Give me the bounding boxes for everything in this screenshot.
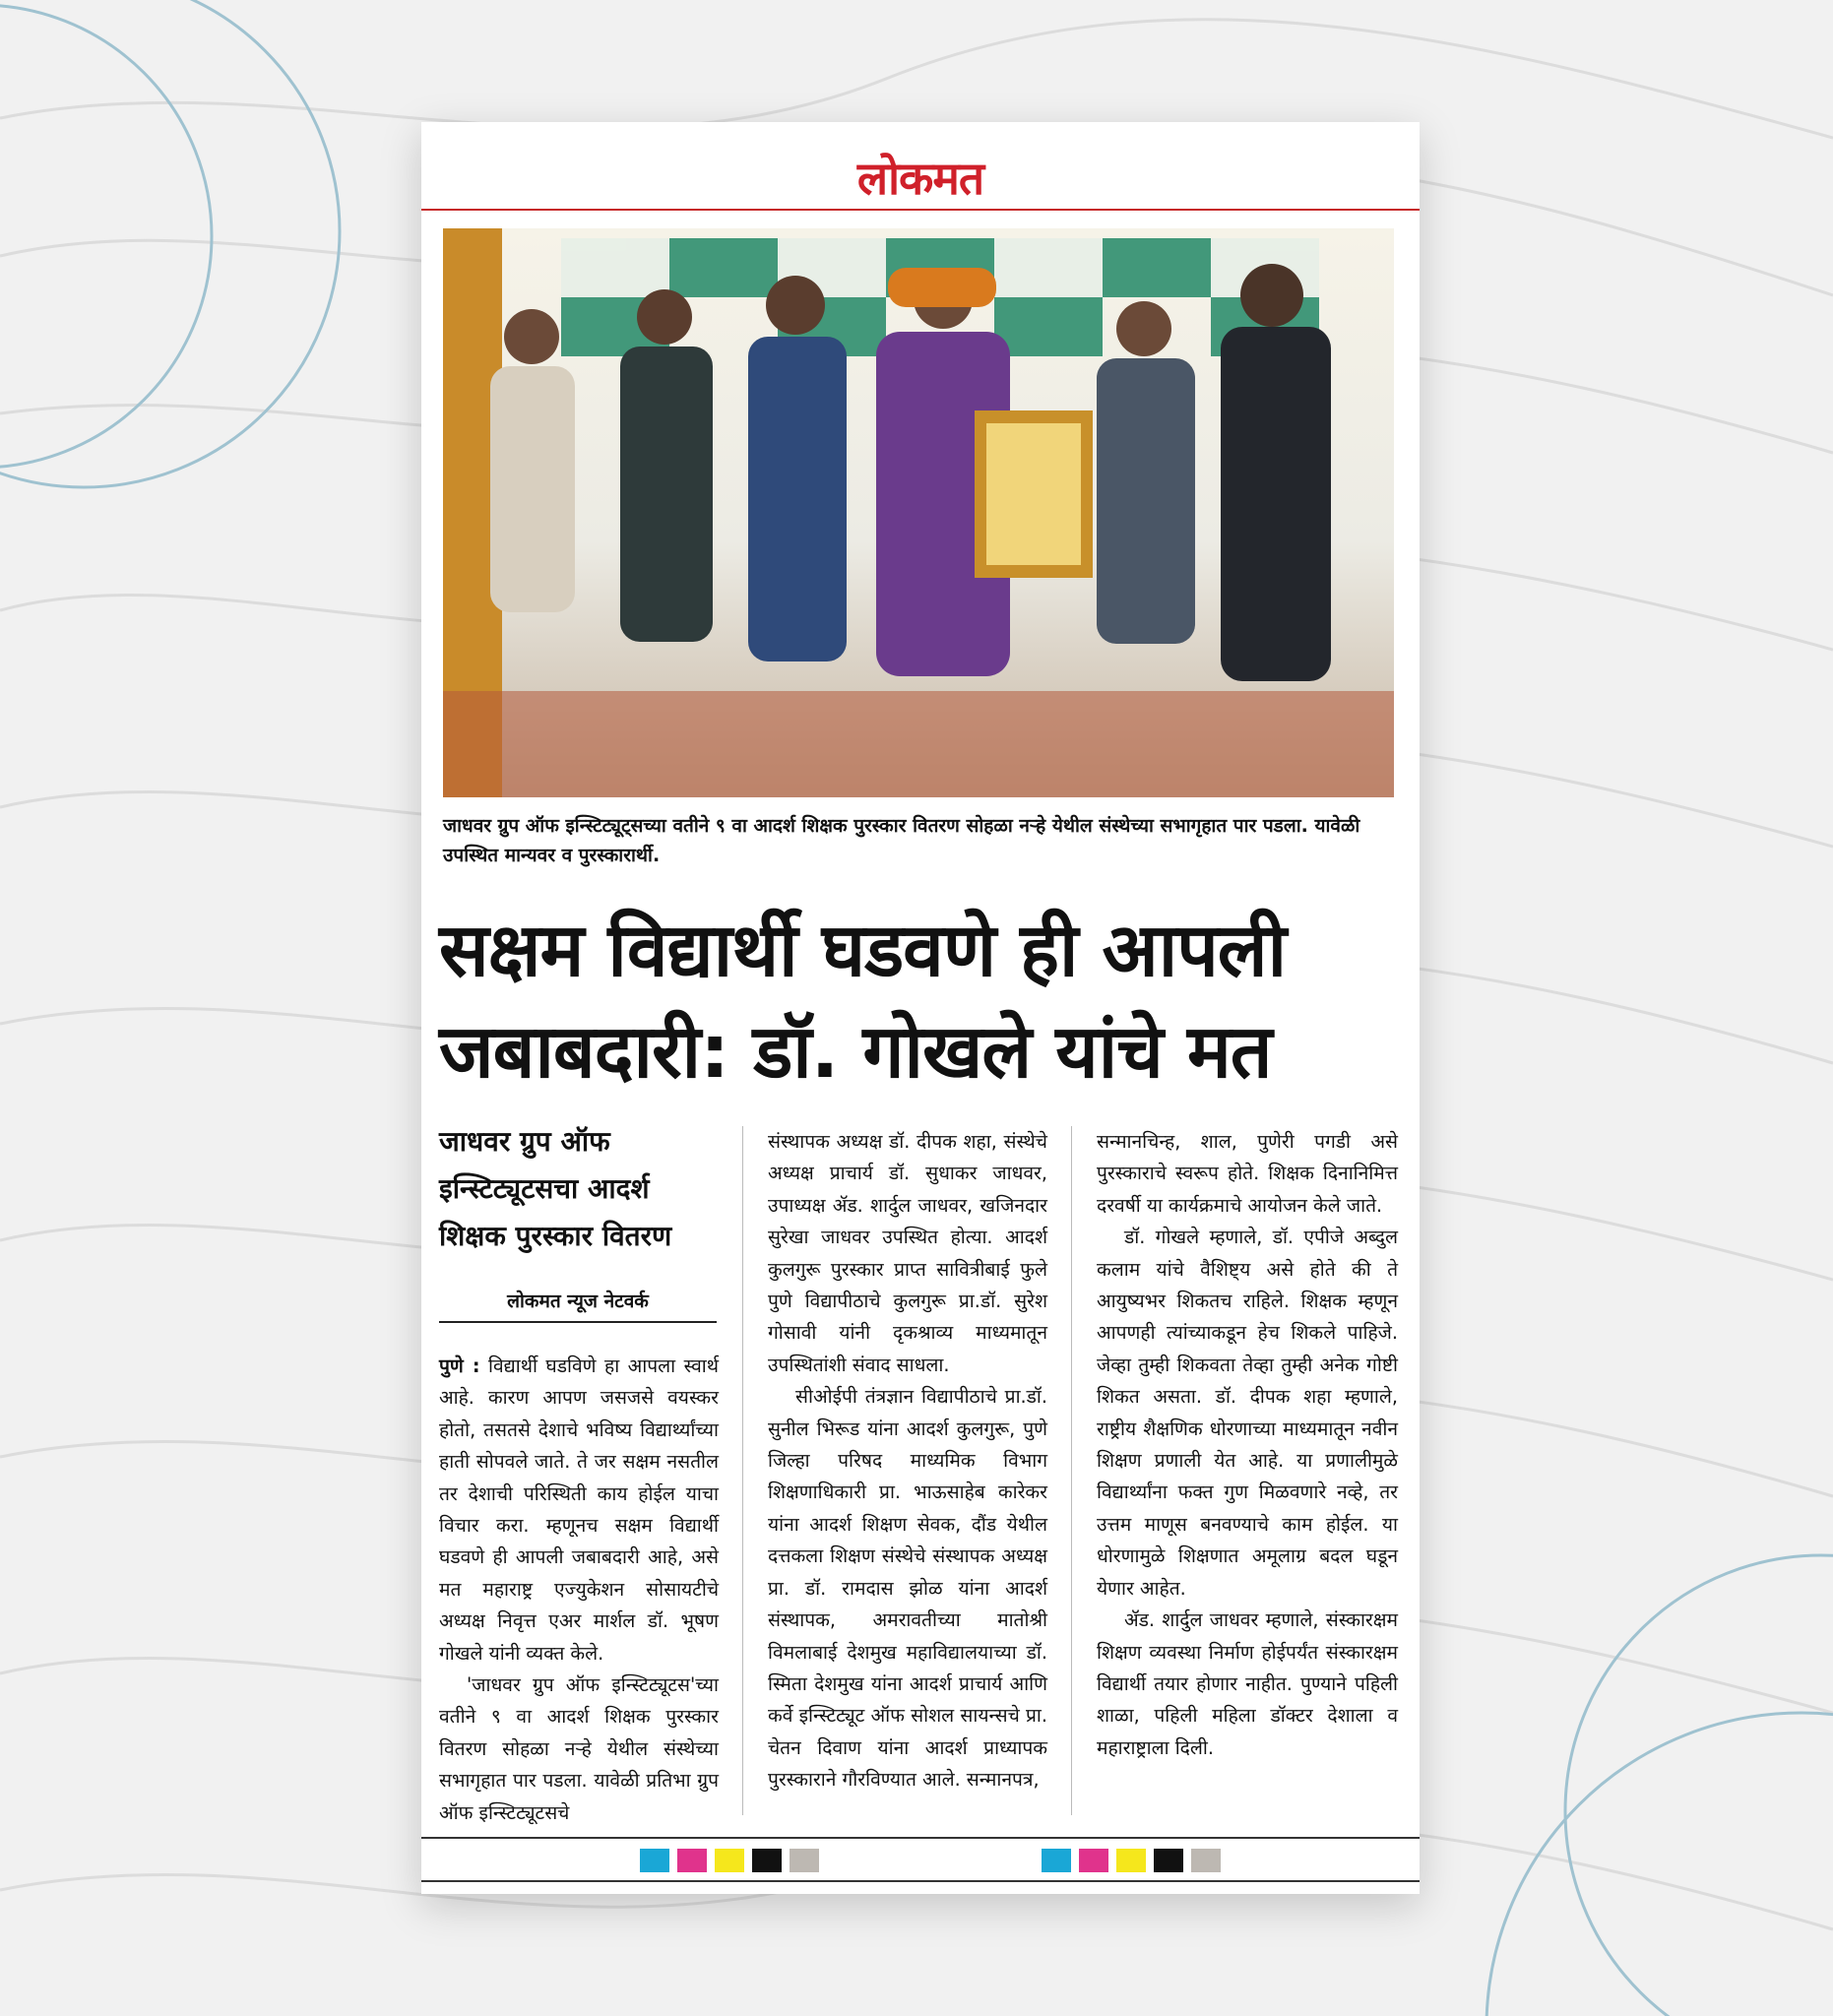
- paragraph: संस्थापक अध्यक्ष डॉ. दीपक शहा, संस्थेचे अध्यक्ष प्राचार्य डॉ. सुधाकर जाधवर, उपाध्यक्ष ॲड. शार्दुल जाधवर, खजिनदार सुरेखा जाधवर उपस्थित होत्या. आदर्श कुलगुरू पुरस्कार प्राप्त सावित्रीबाई फुले पुणे विद्यापीठाचे कुलगुरू प्रा.डॉ. सुरेश गोसावी यांनी दृकश्राव्य माध्यमातून उपस्थितांशी संवाद साधला.: [768, 1130, 1047, 1376]
- grey-swatch: [790, 1849, 819, 1872]
- sub-headline-line-1: जाधवर ग्रुप ऑफ: [439, 1125, 610, 1158]
- color-registration-marks-left: [640, 1849, 819, 1872]
- sub-headline-line-2: इन्स्टिट्यूटसचा आदर्श: [439, 1172, 650, 1205]
- byline: लोकमत न्यूज नेटवर्क: [507, 1291, 649, 1312]
- headline-line-1: सक्षम विद्यार्थी घडवणे ही आपली: [439, 907, 1287, 993]
- byline-rule: [439, 1321, 717, 1323]
- column-divider: [1071, 1126, 1072, 1815]
- newspaper-clipping: [421, 122, 1420, 1894]
- grey-swatch: [1191, 1849, 1221, 1872]
- photo-caption: जाधवर ग्रुप ऑफ इन्स्टिट्यूट्सच्या वतीने ९ वा आदर्श शिक्षक पुरस्कार वितरण सोहळा नऱ्हे येथील संस्थेच्या सभागृहात पार पडला. यावेळी उपस्थित मान्यवर व पुरस्कारार्थी.: [443, 815, 1360, 866]
- article-column-3: [1097, 1126, 1398, 1764]
- magenta-swatch: [677, 1849, 707, 1872]
- yellow-swatch: [715, 1849, 744, 1872]
- paragraph-text: विद्यार्थी घडविणे हा आपला स्वार्थ आहे. कारण आपण जसजसे वयस्कर होतो, तसतसे देशाचे भविष्य विद्यार्थ्यांच्या हाती सोपवले जाते. ते जर सक्षम नसतील तर देशाची परिस्थिती काय होईल याचा विचार करा. म्हणूनच सक्षम विद्यार्थी घडवणे ही आपली जबाबदारी आहे, असे मत महाराष्ट्र एज्युकेशन सोसायटीचे अध्यक्ष निवृत्त एअर मार्शल डॉ. भूषण गोखले यांनी व्यक्त केले.: [439, 1354, 720, 1665]
- paragraph: सन्मानचिन्ह, शाल, पुणेरी पगडी असे पुरस्काराचे स्वरूप होते. शिक्षक दिनानिमित्त दरवर्षी या कार्यक्रमाचे आयोजन केले जाते.: [1097, 1130, 1398, 1217]
- black-swatch: [752, 1849, 782, 1872]
- masthead-rule: [421, 209, 1420, 211]
- newspaper-masthead: लोकमत: [856, 152, 984, 205]
- magenta-swatch: [1079, 1849, 1108, 1872]
- cyan-swatch: [640, 1849, 669, 1872]
- sub-headline-line-3: शिक्षक पुरस्कार वितरण: [439, 1220, 672, 1252]
- dateline: पुणे :: [439, 1354, 480, 1377]
- black-swatch: [1154, 1849, 1183, 1872]
- paragraph: 'जाधवर ग्रुप ऑफ इन्स्टिट्यूटस'च्या वतीने ९ वा आदर्श शिक्षक पुरस्कार वितरण सोहळा नऱ्हे येथील संस्थेच्या सभागृहात पार पडला. यावेळी प्रतिभा ग्रुप ऑफ इन्स्टिट्यूटसचे: [439, 1673, 719, 1824]
- article-column-1: [439, 1351, 719, 1829]
- color-registration-marks-right: [1042, 1849, 1221, 1872]
- footer-rule-bottom: [421, 1880, 1420, 1882]
- sub-headline: [439, 1118, 717, 1260]
- yellow-swatch: [1116, 1849, 1146, 1872]
- cyan-swatch: [1042, 1849, 1071, 1872]
- paragraph: [439, 1351, 719, 1670]
- article-column-2: [768, 1126, 1047, 1796]
- headline: [439, 900, 1404, 1102]
- paragraph: डॉ. गोखले म्हणाले, डॉ. एपीजे अब्दुल कलाम यांचे वैशिष्ट्य असे होते की ते आयुष्यभर शिकतच राहिले. शिक्षक म्हणून आपणही त्यांच्याकडून हेच शिकले पाहिजे. जेव्हा तुम्ही शिकवता तेव्हा तुम्ही अनेक गोष्टी शिकत असता. डॉ. दीपक शहा म्हणाले, राष्ट्रीय शैक्षणिक धोरणाच्या माध्यमातून नवीन शिक्षण प्रणाली येत आहे. या प्रणालीमुळे विद्यार्थ्यांना फक्त गुण मिळवणारे नव्हे, तर उत्तम माणूस बनवण्याचे काम होईल. या धोरणामुळे शिक्षणात अमूलाग्र बदल घडून येणार आहेत.: [1097, 1226, 1398, 1600]
- event-photo: [443, 228, 1394, 797]
- column-divider: [742, 1126, 743, 1815]
- footer-rule-top: [421, 1837, 1420, 1839]
- headline-line-2: जबाबदारी: डॉ. गोखले यांचे मत: [439, 1008, 1272, 1095]
- paragraph: सीओईपी तंत्रज्ञान विद्यापीठाचे प्रा.डॉ. सुनील भिरूड यांना आदर्श कुलगुरू, पुणे जिल्हा परिषद माध्यमिक विभाग शिक्षणाधिकारी प्रा. भाऊसाहेब कारेकर यांना आदर्श शिक्षण सेवक, दौंड येथील दत्तकला शिक्षण संस्थेचे संस्थापक अध्यक्ष प्रा. डॉ. रामदास झोळ यांना आदर्श संस्थापक, अमरावतीच्या मातोश्री विमलाबाई देशमुख महाविद्यालयाच्या डॉ. स्मिता देशमुख यांना आदर्श प्राचार्य आणि कर्वे इन्स्टिट्यूट ऑफ सोशल सायन्सचे प्रा. चेतन दिवाण यांना आदर्श प्राध्यापक पुरस्काराने गौरविण्यात आले. सन्मानपत्र,: [768, 1385, 1047, 1792]
- paragraph: ॲड. शार्दुल जाधवर म्हणाले, संस्कारक्षम शिक्षण व्यवस्था निर्माण होईपर्यंत संस्कारक्षम विद्यार्थी तयार होणार नाहीत. पुण्याने पहिली शाळा, पहिली महिला डॉक्टर देशाला व महाराष्ट्राला दिली.: [1097, 1608, 1398, 1759]
